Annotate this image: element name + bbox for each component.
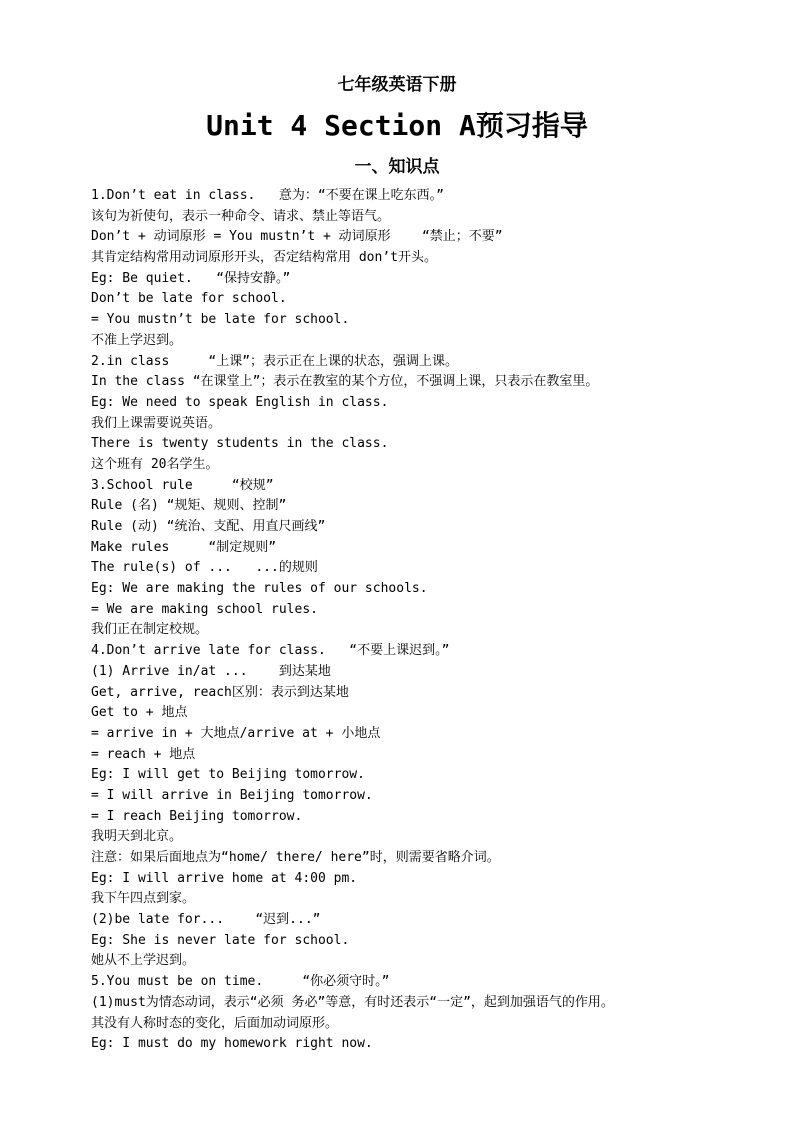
text-line: 5.You must be on time. “你必须守时。” [91, 974, 390, 990]
text-line: Get, arrive, reach区别：表示到达某地 [91, 684, 349, 700]
text-line: Eg: I must do my homework right now. [91, 1036, 373, 1052]
text-line: Don’t be late for school. [91, 291, 287, 307]
text-line: 注意：如果后面地点为“home/ there/ here”时，则需要省略介词。 [91, 850, 500, 865]
text-line: = We are making school rules. [91, 601, 318, 617]
text-line: Eg: I will get to Beijing tomorrow. [91, 767, 365, 783]
text-line: = I will arrive in Beijing tomorrow. [91, 787, 373, 803]
text-line: (2)be late for... “迟到...” [91, 912, 321, 928]
text-line: = You mustn’t be late for school. [91, 312, 350, 328]
text-line: Eg: We need to speak English in class. [91, 394, 389, 410]
text-line: Eg: Be quiet. “保持安静。” [91, 270, 291, 286]
text-line: = I reach Beijing tomorrow. [91, 808, 303, 824]
text-line: Don’t + 动词原形 = You mustn’t + 动词原形 “禁止；不要” [91, 229, 503, 245]
text-line: Rule (动) “统治、支配、用直尺画线” [91, 519, 326, 534]
text-line: 她从不上学迟到。 [91, 953, 196, 969]
text-line: 3.School rule “校规” [91, 477, 274, 493]
grade-title: 七年级英语下册 [337, 75, 457, 95]
text-line: = reach + 地点 [91, 746, 196, 762]
text-line: There is twenty students in the class. [91, 436, 389, 452]
section-heading: 一、知识点 [354, 157, 440, 177]
text-line: Rule (名) “规矩、规则、控制” [91, 498, 287, 514]
text-line: 2.in class “上课”；表示正在上课的状态，强调上课。 [91, 353, 459, 369]
text-line: Eg: She is never late for school. [91, 932, 350, 948]
text-line: 该句为祈使句，表示一种命令、请求、禁止等语气。 [91, 208, 391, 224]
text-line: Eg: We are making the rules of our schools. [91, 581, 428, 597]
text-line: (1) Arrive in/at ... 到达某地 [91, 663, 331, 679]
text-line: The rule(s) of ... ...的规则 [91, 560, 318, 576]
text-line: Eg: I will arrive home at 4:00 pm. [91, 870, 358, 886]
text-line: 其没有人称时态的变化，后面加动词原形。 [91, 1015, 339, 1031]
text-line: (1)must为情态动词，表示“必须 务必”等意，有时还表示“一定”，起到加强语气的作用。 [91, 994, 614, 1010]
text-line: 不准上学迟到。 [91, 332, 183, 348]
text-line: Make rules “制定规则” [91, 539, 277, 555]
text-line: 这个班有 20名学生。 [91, 456, 219, 472]
text-line: 我们上课需要说英语。 [91, 415, 222, 431]
text-line: 我们正在制定校规。 [91, 622, 209, 638]
text-line: 我明天到北京。 [91, 829, 183, 845]
text-line: 我下午四点到家。 [91, 891, 196, 907]
unit-title: Unit 4 Section A预习指导 [206, 109, 588, 142]
text-line: 1.Don’t eat in class. 意为：“不要在课上吃东西。” [91, 188, 444, 203]
notes-body [91, 186, 781, 1055]
text-line: Get to + 地点 [91, 705, 188, 721]
text-line: 其肯定结构常用动词原形开头，否定结构常用 don’t开头。 [91, 250, 437, 266]
text-line: In the class “在课堂上”；表示在教室的某个方位，不强调上课，只表示在教室里。 [91, 374, 599, 390]
text-line: 4.Don’t arrive late for class. “不要上课迟到。” [91, 643, 450, 659]
text-line: = arrive in + 大地点/arrive at + 小地点 [91, 725, 381, 741]
